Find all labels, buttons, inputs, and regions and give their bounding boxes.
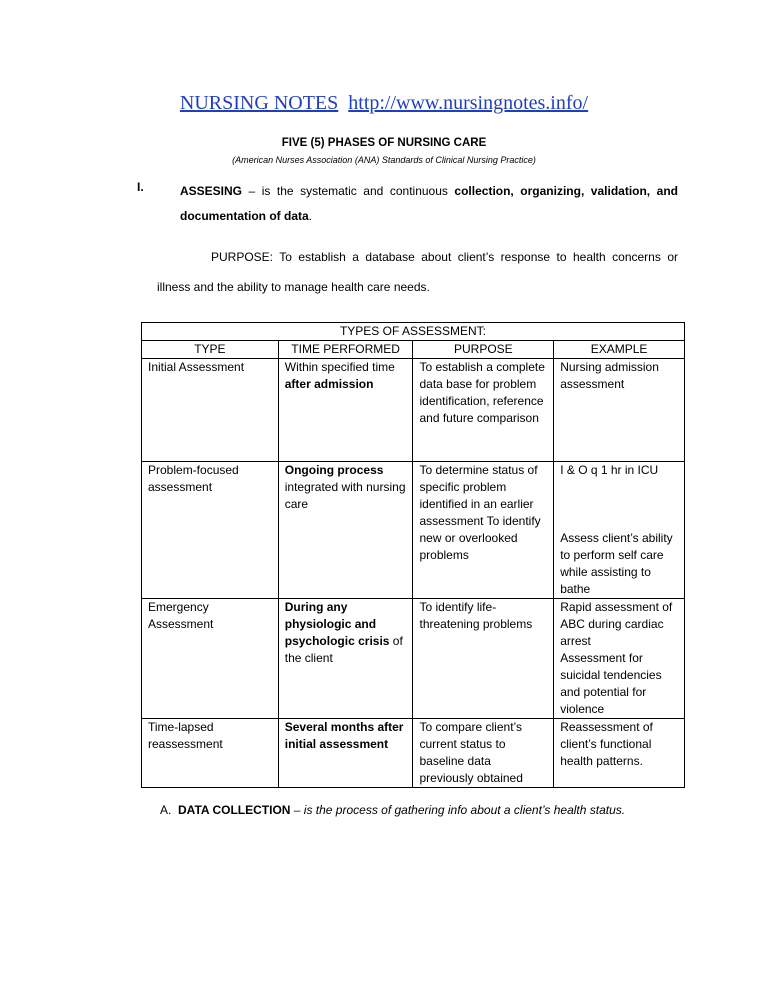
column-header-time: TIME PERFORMED xyxy=(278,341,413,359)
time-text-end: of the client xyxy=(284,634,403,665)
cell-type: Time-lapsed reassessment xyxy=(142,719,279,788)
table-row xyxy=(142,599,685,719)
site-name-link[interactable]: NURSING NOTES xyxy=(179,92,339,114)
cell-purpose: To establish a complete data base for problem identification, reference and future comparison xyxy=(413,359,554,462)
cell-example xyxy=(554,599,685,719)
example-text-2: Assess client’s ability to perform self care while assisting to bathe xyxy=(560,531,673,596)
column-header-type: TYPE xyxy=(142,341,279,359)
cell-example xyxy=(554,359,685,462)
table-row xyxy=(142,719,685,788)
page-title: FIVE (5) PHASES OF NURSING CARE xyxy=(281,137,487,149)
table-caption: TYPES OF ASSESSMENT: xyxy=(142,323,685,341)
section-term: ASSESING xyxy=(180,184,243,198)
table-row xyxy=(142,359,685,462)
example-text: Reassessment of client’s functional health patterns. xyxy=(560,720,653,768)
section-number: I. xyxy=(137,180,144,194)
column-header-example: EXAMPLE xyxy=(554,341,685,359)
section-definition-end: . xyxy=(308,209,313,223)
time-text-end: integrated with nursing care xyxy=(284,480,406,511)
cell-type: Emergency Assessment xyxy=(142,599,279,719)
time-text-bold: after admission xyxy=(284,377,374,391)
cell-time xyxy=(278,359,413,462)
cell-purpose: To identify life-threatening problems xyxy=(413,599,554,719)
example-text: I & O q 1 hr in ICU xyxy=(560,463,659,477)
purpose-paragraph: PURPOSE: To establish a database about client’s response to health concerns or illness and the ability to manage health care needs. xyxy=(157,250,678,294)
section-definition-start: – is the systematic and continuous xyxy=(242,184,455,198)
page-header xyxy=(0,92,768,115)
cell-purpose: To compare client’s current status to baseline data previously obtained xyxy=(413,719,554,788)
data-collection-term: DATA COLLECTION xyxy=(178,803,291,817)
cell-example xyxy=(554,462,685,599)
cell-time xyxy=(278,719,413,788)
time-text-bold: Several months after initial assessment xyxy=(284,720,404,751)
assessment-types-table xyxy=(141,322,685,788)
cell-type: Initial Assessment xyxy=(142,359,279,462)
example-text: Nursing admission assessment xyxy=(560,360,659,391)
cell-type: Problem-focused assessment xyxy=(142,462,279,599)
cell-time xyxy=(278,599,413,719)
example-text-2: Assessment for suicidal tendencies and potential for violence xyxy=(560,651,662,716)
example-text: Rapid assessment of ABC during cardiac arrest xyxy=(560,600,673,648)
cell-example xyxy=(554,719,685,788)
page-subtitle: (American Nurses Association (ANA) Standards of Clinical Nursing Practice) xyxy=(232,155,536,165)
section-definition xyxy=(180,179,678,229)
site-url-link[interactable]: http://www.nursingnotes.info/ xyxy=(348,92,589,114)
time-text-bold: During any physiologic and psychologic crisis xyxy=(284,600,390,648)
section-definition-bold: collection, organizing, validation, and documentation of data xyxy=(180,184,678,223)
column-header-purpose: PURPOSE xyxy=(413,341,554,359)
data-collection-definition: – is the process of gathering info about a client’s health status. xyxy=(290,803,626,817)
table-header-row xyxy=(142,341,685,359)
table-row xyxy=(142,462,685,599)
time-text: Within specified time xyxy=(284,360,395,374)
data-collection-item xyxy=(160,803,625,817)
cell-time xyxy=(278,462,413,599)
time-text-bold: Ongoing process xyxy=(284,463,384,477)
cell-purpose: To determine status of specific problem identified in an earlier assessment To identify new or overlooked problems xyxy=(413,462,554,599)
data-collection-letter: A. xyxy=(160,803,172,817)
